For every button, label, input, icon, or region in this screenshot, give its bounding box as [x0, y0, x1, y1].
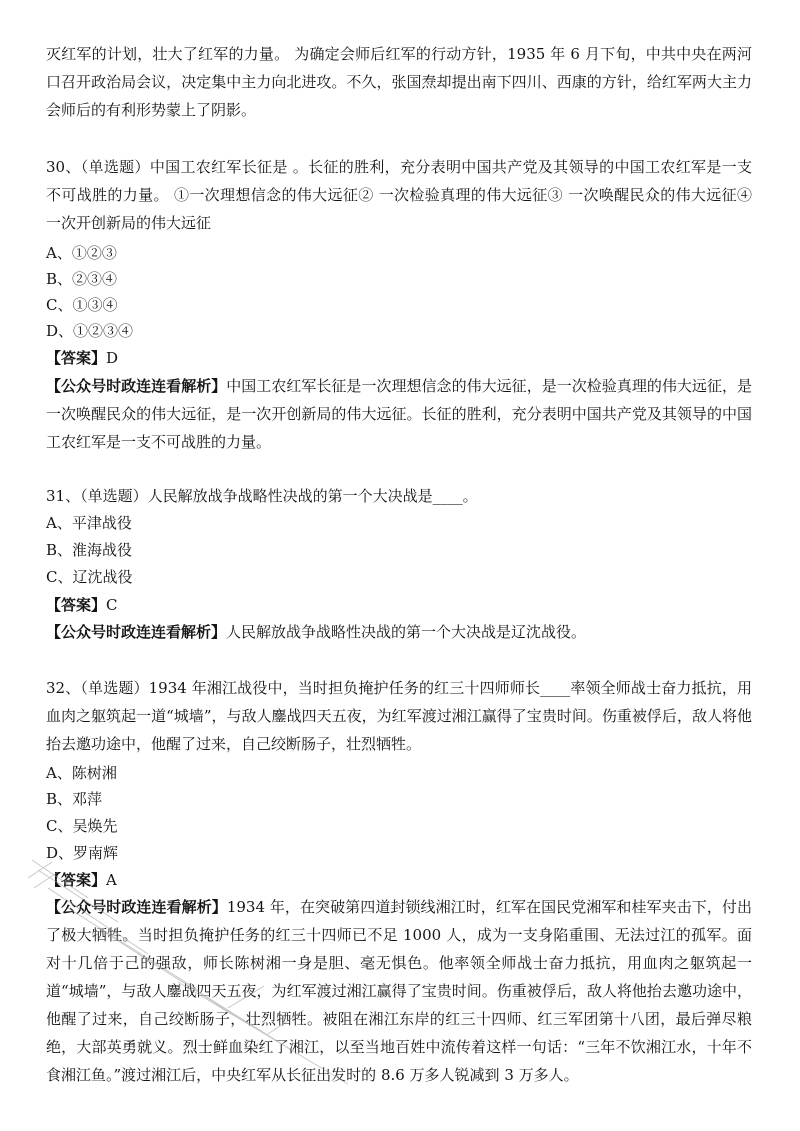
q30-answer-value: D	[106, 349, 119, 367]
intro-paragraph: 灭红军的计划，壮大了红军的力量。 为确定会师后红军的行动方针，1935 年 6 月下旬，中共中央在两河口召开政治局会议，决定集中主力向北进攻。不久，张国焘却提出南下四川、西康的方针，给红军两大主力会师后的有利形势蒙上了阴影。	[46, 45, 752, 119]
q30-answer	[46, 345, 118, 371]
q31-explanation	[46, 619, 586, 645]
q30-option-b: B、②③④	[46, 270, 118, 288]
q31-answer-label: 【答案】	[46, 596, 107, 614]
q30-option-d: D、①②③④	[46, 322, 134, 340]
q30-stem: 30、（单选题）中国工农红军长征是 。长征的胜利，充分表明中国共产党及其领导的中国工农红军是一支不可战胜的力量。 ①一次理想信念的伟大远征② 一次检验真理的伟大远征③ 一次唤醒民众的伟大远征④ 一次开创新局的伟大远征	[46, 158, 752, 232]
q32-answer	[46, 867, 117, 893]
q32-option-c: C、吴焕先	[46, 817, 118, 835]
q31-stem: 31、（单选题）人民解放战争战略性决战的第一个大决战是____。	[46, 487, 478, 505]
q30-option-a: A、①②③	[46, 244, 117, 262]
q31-answer-value: C	[106, 596, 118, 614]
q32-explanation	[46, 893, 752, 1089]
q31-explanation-text: 人民解放战争战略性决战的第一个大决战是辽沈战役。	[226, 623, 587, 641]
q32-option-d: D、罗南辉	[46, 844, 119, 862]
q32-answer-label: 【答案】	[46, 871, 107, 889]
q32-option-a: A、陈树湘	[46, 764, 117, 782]
q31-option-a: A、平津战役	[46, 514, 132, 532]
q30-explanation-text: 中国工农红军长征是一次理想信念的伟大远征，是一次检验真理的伟大远征，是一次唤醒民众的伟大远征，是一次开创新局的伟大远征。长征的胜利，充分表明中国共产党及其领导的中国工农红军是一支不可战胜的力量。	[46, 377, 752, 451]
q30-explanation-label: 【公众号时政连连看解析】	[46, 377, 227, 395]
q32-stem: 32、（单选题）1934 年湘江战役中，当时担负掩护任务的红三十四师师长____率领全师战士奋力抵抗，用血肉之躯筑起一道“城墙”，与敌人鏖战四天五夜，为红军渡过湘江赢得了宝贵时间。伤重被俘后，敌人将他抬去邀功途中，他醒了过来，自己绞断肠子，壮烈牺牲。	[46, 679, 752, 753]
q31-explanation-label: 【公众号时政连连看解析】	[46, 623, 227, 641]
q30-explanation	[46, 372, 752, 456]
q31-option-b: B、淮海战役	[46, 541, 133, 559]
q30-answer-label: 【答案】	[46, 349, 107, 367]
q32-explanation-text: 1934 年，在突破第四道封锁线湘江时，红军在国民党湘军和桂军夹击下，付出了极大牺牲。当时担负掩护任务的红三十四师已不足 1000 人，成为一支身陷重围、无法过江的孤军。面对十几倍于己的强敌，师长陈树湘一身是胆、毫无惧色。他率领全师战士奋力抵抗，用血肉之躯筑起一道“城墙”，与敌人鏖战四天五夜，为红军渡过湘江赢得了宝贵时间。伤重被俘后，敌人将他抬去邀功途中，他醒了过来，自己绞断肠子，壮烈牺牲。被阻在湘江东岸的红三十四师、红三军团第十八团，最后弹尽粮绝，大部英勇就义。烈士鲜血染红了湘江，以至当地百姓中流传着这样一句话：“三年不饮湘江水，十年不食湘江鱼。”渡过湘江后，中央红军从长征出发时的 8.6 万多人锐减到 3 万多人。	[46, 898, 752, 1084]
q32-answer-value: A	[106, 871, 117, 889]
q31-answer	[46, 592, 118, 618]
q32-option-b: B、邓萍	[46, 790, 103, 808]
q31-option-c: C、辽沈战役	[46, 568, 133, 586]
q30-option-c: C、①③④	[46, 296, 118, 314]
q32-explanation-label: 【公众号时政连连看解析】	[46, 898, 227, 916]
